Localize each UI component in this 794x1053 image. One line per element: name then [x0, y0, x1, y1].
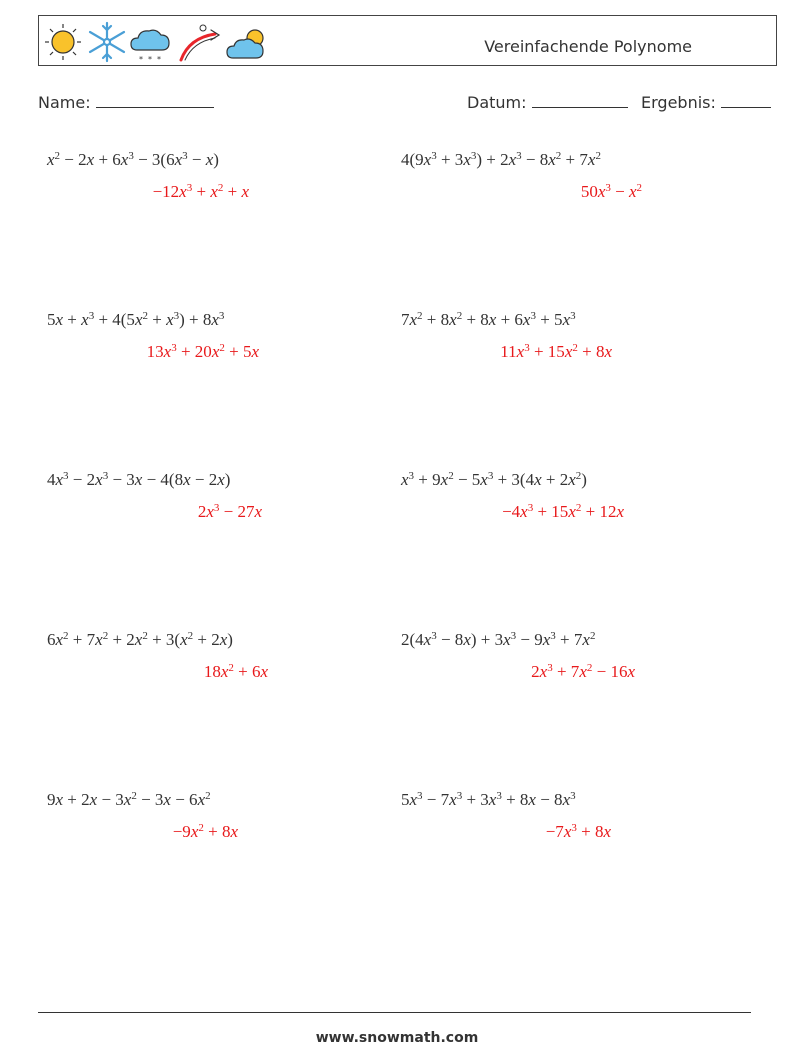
date-line[interactable]	[532, 93, 628, 108]
svg-text:*: *	[148, 55, 152, 64]
problem-answer: $-9x^2 + 8x$	[172, 822, 238, 841]
date-field[interactable]	[467, 93, 628, 112]
problem-question: $7x^2 + 8x^2 + 8x + 6x^3 + 5x^3$	[401, 310, 576, 329]
problem-answer: $2x^3 + 7x^2 - 16x$	[531, 662, 635, 681]
problem-question: $x^3 + 9x^2 - 5x^3 + 3(4x + 2x^2)$	[401, 470, 587, 489]
problem-question: $5x^3 - 7x^3 + 3x^3 + 8x - 8x^3$	[401, 790, 576, 809]
footer-divider	[38, 1012, 751, 1013]
snowflake-icon	[90, 23, 124, 61]
problem-answer: $-4x^3 + 15x^2 + 12x$	[502, 502, 624, 521]
problem-answer: $50x^3 - x^2$	[580, 182, 642, 201]
result-line[interactable]	[721, 93, 771, 108]
problem-question: $4x^3 - 2x^3 - 3x - 4(8x - 2x)$	[47, 470, 231, 489]
footer-url[interactable]: www.snowmath.com	[315, 1030, 479, 1046]
problem-question: $2(4x^3 - 8x) + 3x^3 - 9x^3 + 7x^2$	[401, 630, 596, 649]
problem-question: $6x^2 + 7x^2 + 2x^2 + 3(x^2 + 2x)$	[47, 630, 233, 649]
name-label: Name:	[38, 93, 91, 112]
weather-icons	[43, 20, 283, 64]
problem-question: $5x + x^3 + 4(5x^2 + x^3) + 8x^3$	[47, 310, 225, 329]
svg-text:*: *	[157, 55, 161, 64]
wind-icon	[181, 25, 219, 60]
worksheet-header	[38, 15, 777, 66]
page-title: Vereinfachende Polynome	[484, 37, 692, 56]
problem-answer: $2x^3 - 27x$	[197, 502, 262, 521]
problem-question: $x^2 - 2x + 6x^3 - 3(6x^3 - x)$	[47, 150, 219, 169]
sun-icon	[45, 24, 81, 60]
problem-question: $9x + 2x - 3x^2 - 3x - 6x^2$	[47, 790, 211, 809]
snow-cloud-icon	[131, 30, 169, 64]
problem-answer: $13x^3 + 20x^2 + 5x$	[146, 342, 259, 361]
problem-answer: $-12x^3 + x^2 + x$	[152, 182, 249, 201]
problem-answer: $11x^3 + 15x^2 + 8x$	[500, 342, 612, 361]
problem-answer: $18x^2 + 6x$	[203, 662, 268, 681]
result-field[interactable]	[641, 93, 771, 112]
name-line[interactable]	[96, 93, 214, 108]
problem-question: $4(9x^3 + 3x^3) + 2x^3 - 8x^2 + 7x^2$	[401, 150, 601, 169]
date-label: Datum:	[467, 93, 527, 112]
result-label: Ergebnis:	[641, 93, 716, 112]
name-field[interactable]	[38, 93, 214, 112]
partly-cloudy-icon	[227, 30, 263, 58]
svg-text:*: *	[139, 55, 143, 64]
problem-answer: $-7x^3 + 8x$	[545, 822, 611, 841]
